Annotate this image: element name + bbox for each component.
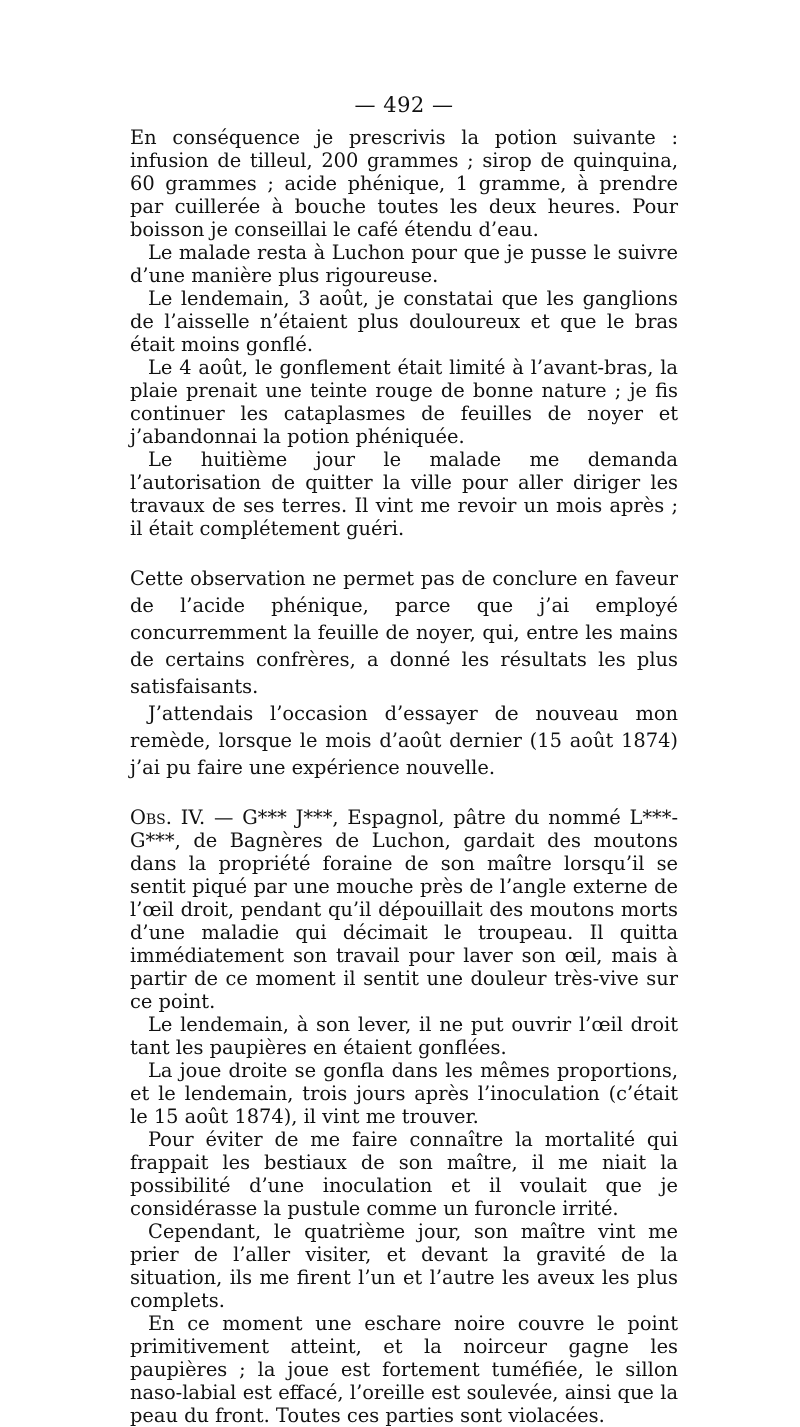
paragraph: Le lendemain, à son lever, il ne put ouvrir l’œil droit tant les paupières en étaient gonflées. bbox=[130, 1013, 678, 1059]
observation-label: Obs. IV. bbox=[130, 806, 206, 829]
paragraph: Cette observation ne permet pas de conclure en faveur de l’acide phénique, parce que j’ai employé concurremment la feuille de noyer, qui, entre les mains de certains confrères, a donné les résultats les plus satisfaisants. bbox=[130, 567, 678, 698]
paragraph: Cependant, le quatrième jour, son maître vint me prier de l’aller visiter, et devant la gravité de la situation, ils me firent l’un et l’autre les aveux les plus complets. bbox=[130, 1220, 678, 1312]
paragraph: Le 4 août, le gonflement était limité à l’avant-bras, la plaie prenait une teinte rouge de bonne nature ; je fis continuer les cataplasmes de feuilles de noyer et j’abandonnai la potion phéniquée. bbox=[130, 356, 678, 448]
paragraph: En ce moment une eschare noire couvre le point primitivement atteint, et la noirceur gagne les paupières ; la joue est fortement tuméfiée, le sillon naso-labial est effacé, l’oreille est soulevée, ainsi que la peau du front. Toutes ces parties sont violacées. bbox=[130, 1312, 678, 1427]
paragraph: Le lendemain, 3 août, je constatai que les ganglions de l’aisselle n’étaient plus douloureux et que le bras était moins gonflé. bbox=[130, 287, 678, 356]
observation-paragraph bbox=[130, 806, 678, 1013]
book-page bbox=[130, 90, 678, 1427]
paragraph: Le malade resta à Luchon pour que je pusse le suivre d’une manière plus rigoureuse. bbox=[130, 241, 678, 287]
paragraph: En conséquence je prescrivis la potion suivante : infusion de tilleul, 200 grammes ; sirop de quinquina, 60 grammes ; acide phénique, 1 gramme, à prendre par cuillerée à bouche toutes les deux heures. Pour boisson je conseillai le café étendu d’eau. bbox=[130, 126, 678, 241]
section-case-conclusion bbox=[130, 126, 678, 540]
paragraph: J’attendais l’occasion d’essayer de nouveau mon remède, lorsque le mois d’août dernier (15 août 1874) j’ai pu faire une expérience nouvelle. bbox=[130, 702, 678, 779]
page-number: — 492 — bbox=[354, 93, 454, 117]
section-gap bbox=[130, 781, 678, 806]
section-gap bbox=[130, 540, 678, 565]
section-commentary bbox=[130, 565, 678, 781]
observation-text: — G*** J***, Espagnol, pâtre du nommé L***-G***, de Bagnères de Luchon, gardait des moutons dans la propriété foraine de son maître lorsqu’il se sentit piqué par une mouche près de l’angle externe de l’œil droit, pendant qu’il dépouillait des moutons morts d’une maladie qui décimait le troupeau. Il quitta immédiatement son travail pour laver son œil, mais à partir de ce moment il sentit une douleur très-vive sur ce point. bbox=[130, 806, 678, 1013]
paragraph: La joue droite se gonfla dans les mêmes proportions, et le lendemain, trois jours après l’inoculation (c’était le 15 août 1874), il vint me trouver. bbox=[130, 1059, 678, 1128]
paragraph: Le huitième jour le malade me demanda l’autorisation de quitter la ville pour aller diriger les travaux de ses terres. Il vint me revoir un mois après ; il était complétement guéri. bbox=[130, 448, 678, 540]
section-observation-iv bbox=[130, 806, 678, 1427]
paragraph: Pour éviter de me faire connaître la mortalité qui frappait les bestiaux de son maître, il me niait la possibilité d’une inoculation et il voulait que je considérasse la pustule comme un furoncle irrité. bbox=[130, 1128, 678, 1220]
